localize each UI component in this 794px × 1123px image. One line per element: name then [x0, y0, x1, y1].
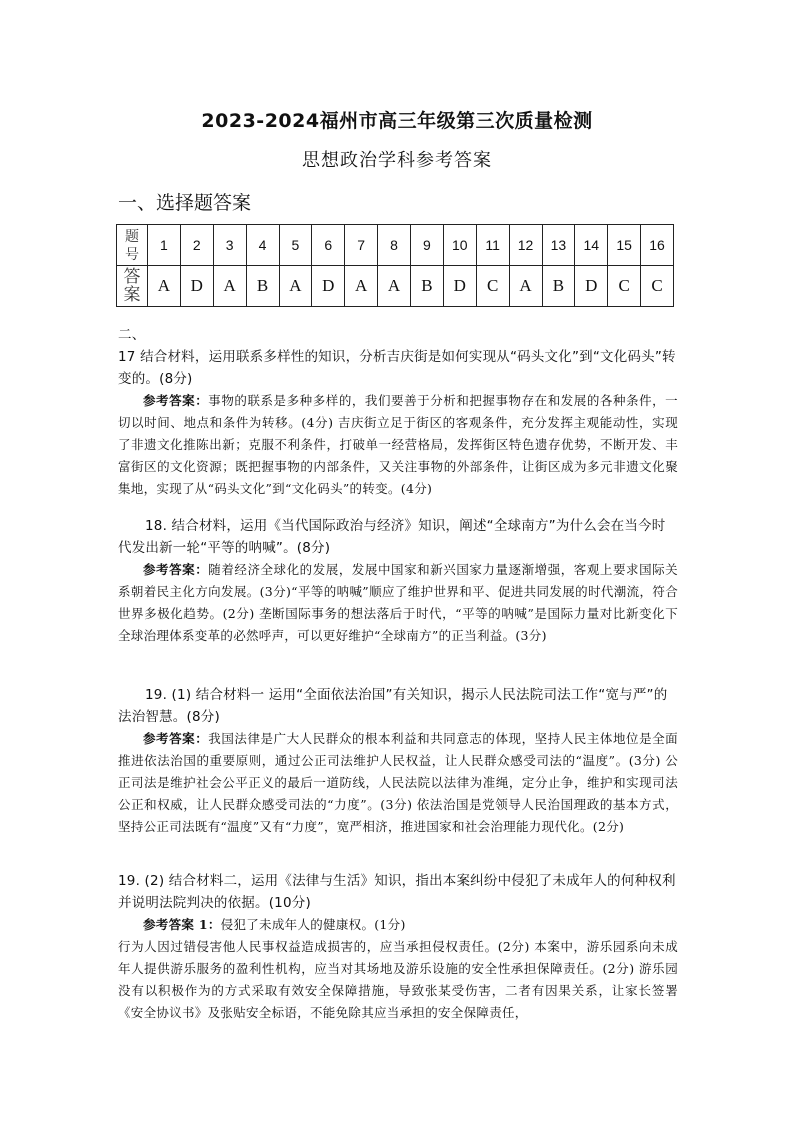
- question-text: 19. (1) 结合材料一 运用“全面依法治国”有关知识，揭示人民法院司法工作“宽与严”的法治智慧。(8分): [118, 687, 668, 725]
- table-cell: 1: [148, 225, 181, 266]
- table-cell: 3: [213, 225, 246, 266]
- table-cell: C: [608, 266, 641, 307]
- answer-label: 参考答案：: [143, 562, 209, 577]
- question-text: 17 结合材料，运用联系多样性的知识，分析吉庆街是如何实现从“码头文化”到“文化码头”转变的。(8分): [118, 349, 676, 387]
- table-cell: 15: [608, 225, 641, 266]
- table-cell: C: [476, 266, 509, 307]
- table-cell: 11: [476, 225, 509, 266]
- answer-paragraph: [118, 914, 678, 936]
- answer-table: [116, 224, 674, 307]
- table-cell: B: [542, 266, 575, 307]
- answer-paragraph: [118, 390, 678, 500]
- answer-label: 参考答案 1：: [143, 917, 221, 932]
- answer-label: 参考答案：: [143, 731, 209, 746]
- table-cell: 16: [641, 225, 674, 266]
- document-title: 2023-2024福州市高三年级第三次质量检测: [201, 110, 593, 132]
- question-number-row: [117, 225, 674, 266]
- table-cell: 10: [443, 225, 476, 266]
- table-cell: 5: [279, 225, 312, 266]
- question-19-2: [118, 870, 678, 1024]
- answer-label: 参考答案：: [143, 393, 209, 408]
- answer-paragraph: [118, 559, 678, 647]
- question-18: [118, 515, 678, 647]
- answer-paragraph-continued: 行为人因过错侵害他人民事权益造成损害的，应当承担侵权责任。(2分) 本案中，游乐园系向未成年人提供游乐服务的盈利性机构，应当对其场地及游乐设施的安全性承担保障责任。(2分) 游乐园没有以积极作为的方式采取有效安全保障措施，导致张某受伤害，二者有因果关系，让家长签署《安全协议书》及张贴安全标语，不能免除其应当承担的安全保障责任，: [118, 939, 678, 1020]
- document-subtitle: 思想政治学科参考答案: [302, 150, 492, 171]
- question-17: [118, 346, 678, 500]
- table-cell: 8: [378, 225, 411, 266]
- table-cell: D: [312, 266, 345, 307]
- table-cell: C: [641, 266, 674, 307]
- table-cell: A: [509, 266, 542, 307]
- table-cell: 7: [345, 225, 378, 266]
- table-cell: 2: [180, 225, 213, 266]
- table-cell: B: [246, 266, 279, 307]
- table-cell: A: [279, 266, 312, 307]
- row-header-answer: 答 案: [117, 266, 148, 307]
- answer-row: [117, 266, 674, 307]
- table-cell: D: [443, 266, 476, 307]
- answer-text: 事物的联系是多种多样的，我们要善于分析和把握事物存在和发展的各种条件，一切以时间、地点和条件为转移。(4分) 吉庆街立足于街区的客观条件，充分发挥主观能动性，实现了非遗文化推陈出新；克服不利条件，打破单一经营格局，发挥街区特色遗存优势，不断开发、丰富街区的文化资源；既把握事物的内部条件，又关注事物的外部条件，让街区成为多元非遗文化聚集地，实现了从“码头文化”到“文化码头”的转变。(4分): [118, 393, 678, 496]
- table-cell: A: [378, 266, 411, 307]
- question-text: 18. 结合材料，运用《当代国际政治与经济》知识，阐述“全球南方”为什么会在当今时代发出新一轮“平等的呐喊”。(8分): [118, 518, 666, 556]
- table-cell: 14: [575, 225, 608, 266]
- table-cell: D: [180, 266, 213, 307]
- table-cell: 6: [312, 225, 345, 266]
- answer-text: 侵犯了未成年人的健康权。(1分): [220, 917, 406, 932]
- row-header-number: 题 号: [117, 225, 148, 266]
- answer-text: 我国法律是广大人民群众的根本利益和共同意志的体现，坚持人民主体地位是全面推进依法治国的重要原则，通过公正司法维护人民权益，让人民群众感受司法的“温度”。(3分) 公正司法是维护社会公平正义的最后一道防线，人民法院以法律为准绳，定分止争，维护和实现司法公正和权威，让人民群众感受司法的“力度”。(3分) 依法治国是党领导人民治国理政的基本方式，坚持公正司法既有“温度”又有“力度”，宽严相济，推进国家和社会治理能力现代化。(2分): [118, 731, 678, 834]
- table-cell: 13: [542, 225, 575, 266]
- table-cell: D: [575, 266, 608, 307]
- question-text: 19. (2) 结合材料二，运用《法律与生活》知识，指出本案纠纷中侵犯了未成年人的何种权利并说明法院判决的依据。(10分): [118, 873, 676, 911]
- section-heading-choice: 一、选择题答案: [118, 192, 252, 214]
- section-heading-essay: 二、: [118, 327, 146, 343]
- question-19-1: [118, 684, 678, 838]
- answer-paragraph: [118, 728, 678, 838]
- table-cell: A: [148, 266, 181, 307]
- table-cell: 9: [411, 225, 444, 266]
- table-cell: A: [345, 266, 378, 307]
- table-cell: A: [213, 266, 246, 307]
- table-cell: 4: [246, 225, 279, 266]
- table-cell: 12: [509, 225, 542, 266]
- answer-text: 随着经济全球化的发展，发展中国家和新兴国家力量逐渐增强，客观上要求国际关系朝着民主化方向发展。(3分)“平等的呐喊”顺应了维护世界和平、促进共同发展的时代潮流，符合世界多极化趋势。(2分) 垄断国际事务的想法落后于时代，“平等的呐喊”是国际力量对比新变化下全球治理体系变革的必然呼声，可以更好维护“全球南方”的正当利益。(3分): [118, 562, 678, 643]
- table-cell: B: [411, 266, 444, 307]
